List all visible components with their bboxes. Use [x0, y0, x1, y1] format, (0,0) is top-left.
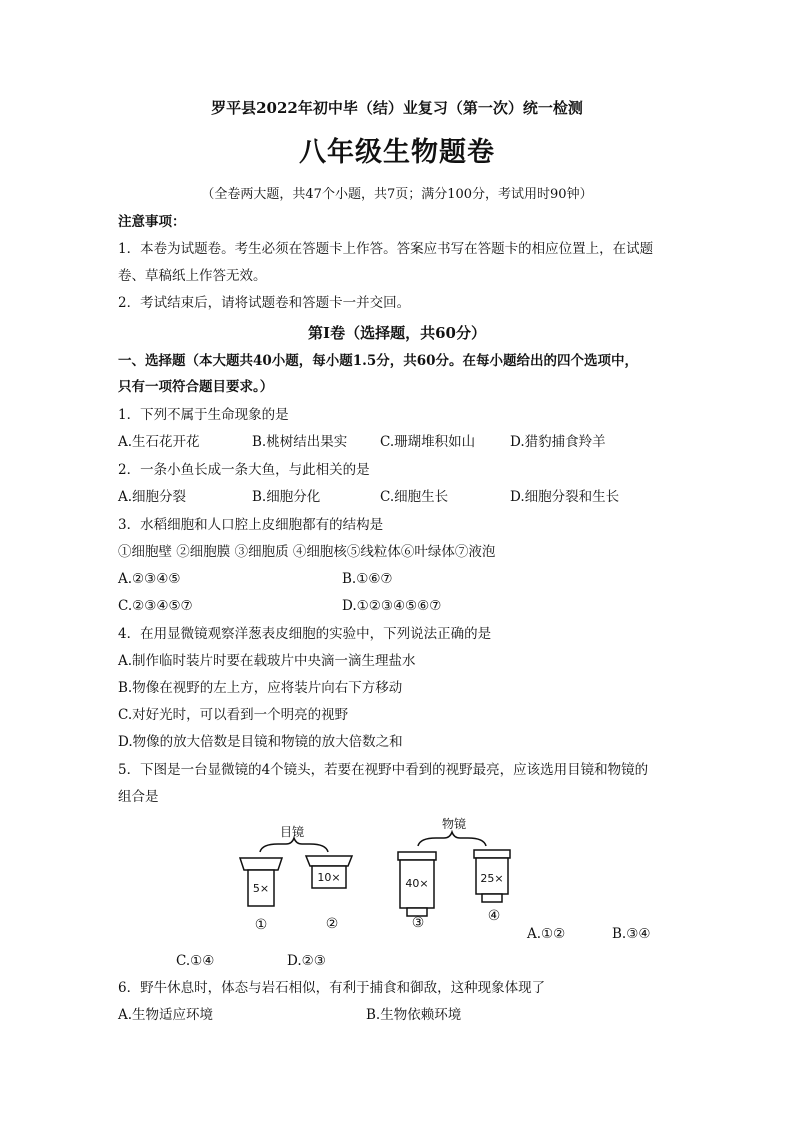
question-4-option-a: A.制作临时装片时要在载玻片中央滴一滴生理盐水	[118, 653, 416, 669]
question-3-option-c: C.②③④⑤⑦	[118, 598, 193, 614]
eyepiece-lens-2	[306, 856, 352, 888]
lens-2-number: ②	[325, 916, 339, 932]
objective-lens-4	[474, 850, 510, 902]
question-3-stem: 3．水稻细胞和人口腔上皮细胞都有的结构是	[118, 517, 384, 533]
paper-title: 八年级生物题卷	[299, 137, 495, 168]
eyepiece-lens-1	[240, 858, 282, 906]
question-3-option-d: D.①②③④⑤⑥⑦	[342, 598, 442, 614]
question-5-stem: 5．下图是一台显微镜的4个镜头，若要在视野中看到的视野最亮，应该选用目镜和物镜的	[118, 762, 649, 778]
objective-lens-3	[398, 852, 436, 916]
notes-item-1: 1．本卷为试题卷。考生必须在答题卡上作答。答案应书写在答题卡的相应位置上，在试题	[118, 241, 654, 257]
objective-brace	[418, 832, 486, 846]
question-4-option-d: D.物像的放大倍数是目镜和物镜的放大倍数之和	[118, 734, 403, 750]
question-3-option-a: A.②③④⑤	[118, 571, 181, 587]
exam-title: 罗平县2022年初中毕（结）业复习（第一次）统一检测	[211, 99, 583, 117]
question-2-option-a: A.细胞分裂	[118, 489, 187, 505]
section-title: 第Ⅰ卷（选择题，共60分）	[308, 324, 486, 342]
lens-3-magnification: 40×	[405, 877, 429, 890]
microscope-lens-figure	[232, 812, 532, 942]
question-3-items: ①细胞壁 ②细胞膜 ③细胞质 ④细胞核⑤线粒体⑥叶绿体⑦液泡	[118, 544, 496, 560]
question-1-option-b: B.桃树结出果实	[252, 434, 348, 450]
lens-4-magnification: 25×	[480, 872, 504, 885]
section-instructions-cont: 只有一项符合题目要求。）	[118, 379, 274, 395]
question-3-option-b: B.①⑥⑦	[342, 571, 393, 587]
question-1-option-d: D.猎豹捕食羚羊	[510, 434, 606, 450]
eyepiece-label: 目镜	[279, 825, 305, 839]
question-1-option-a: A.生石花开花	[118, 434, 200, 450]
lens-3-number: ③	[411, 915, 425, 931]
question-2-option-b: B.细胞分化	[252, 489, 321, 505]
question-6-option-b: B.生物依赖环境	[366, 1007, 462, 1023]
notes-heading: 注意事项：	[118, 214, 186, 230]
lens-1-number: ①	[254, 917, 268, 933]
question-5-option-d: D.②③	[287, 953, 326, 969]
question-2-option-c: C.细胞生长	[380, 489, 449, 505]
question-5-option-b: B.③④	[612, 926, 651, 942]
notes-item-1-cont: 卷、草稿纸上作答无效。	[118, 268, 267, 284]
question-4-option-b: B.物像在视野的左上方，应将装片向右下方移动	[118, 680, 403, 696]
lens-2-magnification: 10×	[317, 871, 341, 884]
notes-item-2: 2．考试结束后，请将试题卷和答题卡一并交回。	[118, 295, 411, 311]
section-instructions: 一、选择题（本大题共40小题，每小题1.5分，共60分。在每小题给出的四个选项中，	[118, 353, 639, 369]
question-1-option-c: C.珊瑚堆积如山	[380, 434, 476, 450]
lens-1-magnification: 5×	[252, 882, 270, 895]
question-5-option-a: A.①②	[527, 926, 566, 942]
question-4-stem: 4．在用显微镜观察洋葱表皮细胞的实验中，下列说法正确的是	[118, 626, 492, 642]
eyepiece-brace	[260, 838, 328, 852]
question-6-stem: 6．野牛休息时，体态与岩石相似，有利于捕食和御敌，这种现象体现了	[118, 980, 546, 996]
question-1-stem: 1．下列不属于生命现象的是	[118, 407, 289, 423]
question-5-option-c: C.①④	[176, 953, 215, 969]
exam-info: （全卷两大题，共47个小题，共7页；满分100分，考试用时90钟）	[201, 187, 593, 202]
question-6-option-a: A.生物适应环境	[118, 1007, 214, 1023]
question-2-stem: 2．一条小鱼长成一条大鱼，与此相关的是	[118, 462, 370, 478]
objective-label: 物镜	[441, 817, 467, 831]
question-5-stem-cont: 组合是	[118, 789, 159, 805]
lens-4-number: ④	[487, 908, 501, 924]
question-2-option-d: D.细胞分裂和生长	[510, 489, 620, 505]
question-4-option-c: C.对好光时，可以看到一个明亮的视野	[118, 707, 349, 723]
